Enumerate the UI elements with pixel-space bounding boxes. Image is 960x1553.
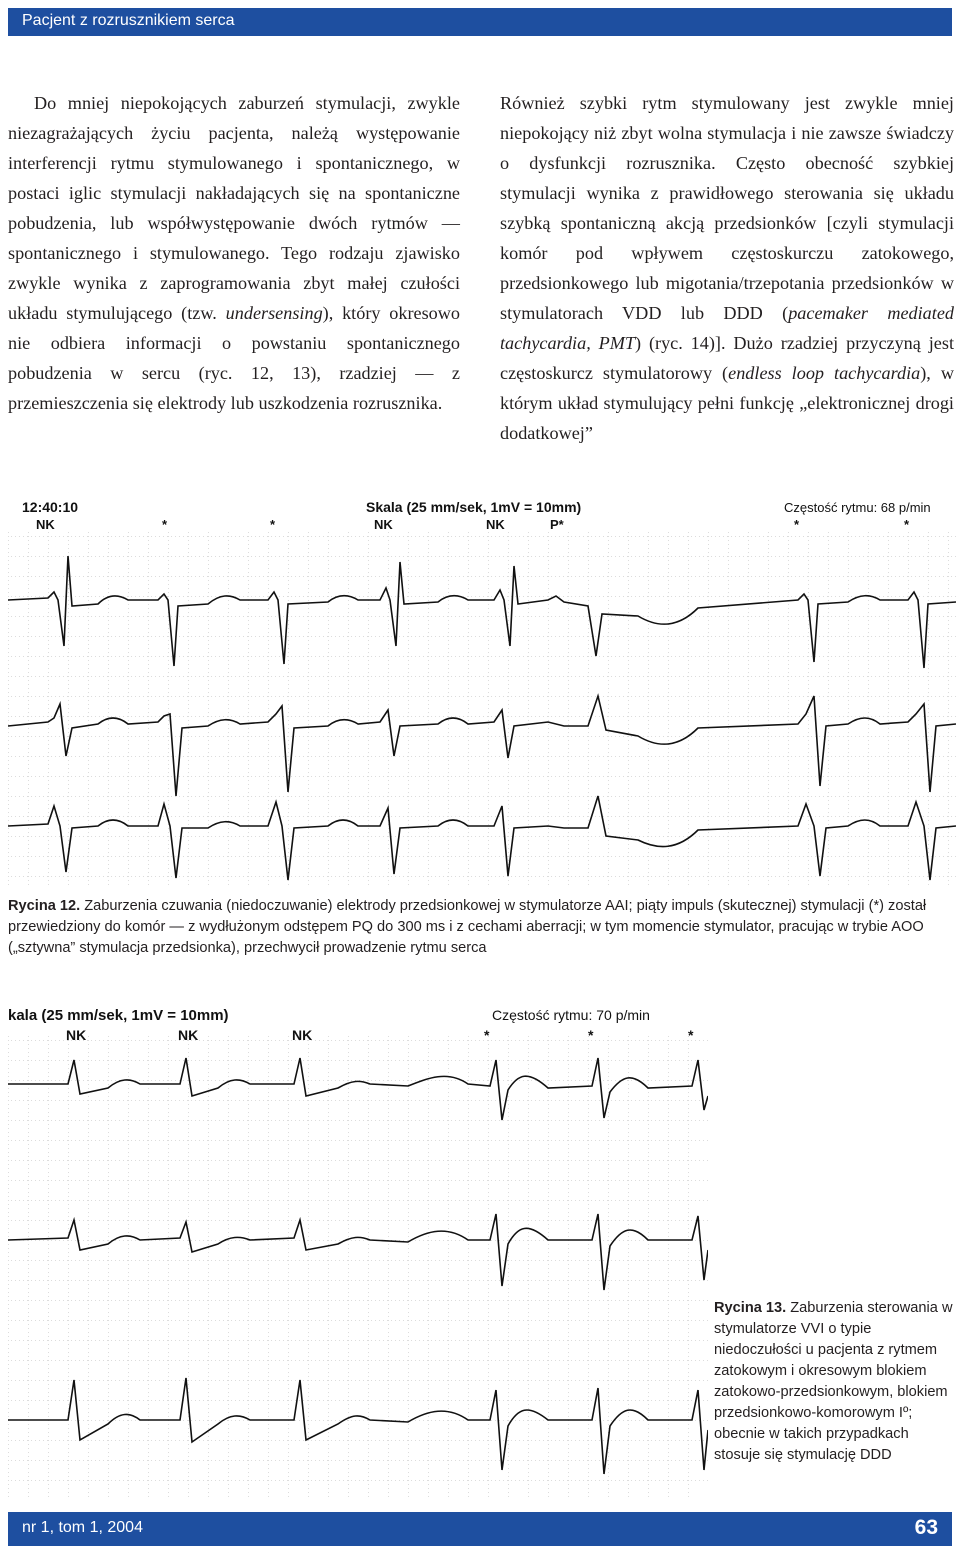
right-text-3: ), w którym układ stymulujący pełni funkcję „elektronicznej drogi dodatkowej” [500, 363, 954, 443]
ecg-figure-12 [8, 496, 956, 888]
left-text-2: ), który okresowo nie odbiera informacji o powstaniu spontanicznego pobudzenia w sercu (ryc. 12, 13), rzadziej — z przemieszczenia się elektrody lub uszkodzenia rozrusznika. [8, 303, 460, 413]
footer-bar [8, 1512, 952, 1546]
ecg-13-marker: NK [292, 1027, 313, 1043]
figure-13-caption [714, 1298, 954, 1466]
ecg-12-marker: * [162, 517, 168, 532]
ecg-13-rate: Częstość rytmu: 70 p/min [492, 1007, 650, 1023]
ecg-12-scale: Skala (25 mm/sek, 1mV = 10mm) [366, 499, 582, 515]
issue-info: nr 1, tom 1, 2004 [22, 1519, 143, 1536]
page-number: 63 [914, 1516, 938, 1539]
right-text-1: Również szybki rytm stymulowany jest zwykle mniej niepokojący niż zbyt wolna stymulacja i nie zawsze świadczy o dysfunkcji rozrusznika. Często obecność szybkiej stymulacji wynika z prawidłowego sterowania się układu szybką spontaniczną akcją przedsionków [czyli stymulacji komór pod wpływem częstoskurczu zatokowego, przedsionkowego lub migotania/trzepotania przedsionków w stymulatorach VDD lub DDD ( [500, 93, 954, 323]
ecg-13-marker: * [484, 1027, 490, 1043]
ecg-12-marker: NK [374, 517, 393, 532]
ecg-13-marker: NK [66, 1027, 87, 1043]
ecg-13-marker: * [688, 1027, 694, 1043]
ecg-13-marker: NK [178, 1027, 199, 1043]
figure-13-text: Zaburzenia sterowania w stymulatorze VVI o typie niedoczułości u pacjenta z rytmem zatokowym i okresowym blokiem zatokowo-przedsionkowym, blokiem przedsionkowo-komorowym Iº; obecnie w takich przypadkach stosuje się stymulację DDD [714, 1300, 953, 1463]
ecg-12-marker: * [794, 517, 800, 532]
ecg-12-grid [8, 530, 956, 888]
section-title: Pacjent z rozrusznikiem serca [22, 12, 235, 29]
ecg-13-svg [8, 1000, 708, 1500]
ecg-12-svg [8, 496, 956, 888]
ecg-12-marker: * [270, 517, 276, 532]
section-header-bar [8, 8, 952, 36]
ecg-12-rate: Częstość rytmu: 68 p/min [784, 500, 931, 515]
figure-12-text: Zaburzenia czuwania (niedoczuwanie) elektrody przedsionkowej w stymulatorze AAI; piąty impuls (skutecznej) stymulacji (*) został przewiedziony do komór — z wydłużonym odstępem PQ do 300 ms i z cechami aberracji; w tym momencie stymulator, pracując w trybie AOO („sztywna” stymulacja przedsionka), przechwycił prowadzenie rytmu serca [8, 898, 927, 956]
figure-12-caption [8, 896, 956, 959]
left-text-1: Do mniej niepokojących zaburzeń stymulacji, zwykle niezagrażających życiu pacjenta, należą występowanie interferencji rytmu stymulowanego i spontanicznego, w postaci iglic stymulacji nakładających się na spontaniczne pobudzenia, lub współwystępowanie dwóch rytmów — spontanicznego i stymulowanego. Tego rodzaju zjawisko zwykle wynika z zaprogramowania zbyt małej czułości układu stymulującego (tzw. [8, 93, 460, 323]
ecg-12-marker: NK [36, 517, 55, 532]
right-text-italic-2: endless loop tachycardia [728, 363, 921, 383]
figure-13-label: Rycina 13. [714, 1300, 787, 1316]
ecg-12-time: 12:40:10 [22, 499, 79, 515]
right-text-2: ) (ryc. 14)]. Dużo rzadziej przyczyną jest częstoskurcz stymulatorowy ( [500, 333, 954, 383]
left-column-text [8, 88, 460, 418]
ecg-13-marker: * [588, 1027, 594, 1043]
left-text-italic: undersensing [225, 303, 323, 323]
right-text-italic-1: pacemaker mediated tachycardia, PMT [500, 303, 955, 353]
ecg-figure-13 [8, 1000, 708, 1500]
ecg-12-marker: * [904, 517, 910, 532]
figure-12-label: Rycina 12. [8, 898, 81, 914]
right-column-text [500, 88, 954, 448]
ecg-13-scale: kala (25 mm/sek, 1mV = 10mm) [8, 1007, 229, 1024]
ecg-12-marker: NK [486, 517, 505, 532]
ecg-12-marker: P* [550, 517, 564, 532]
